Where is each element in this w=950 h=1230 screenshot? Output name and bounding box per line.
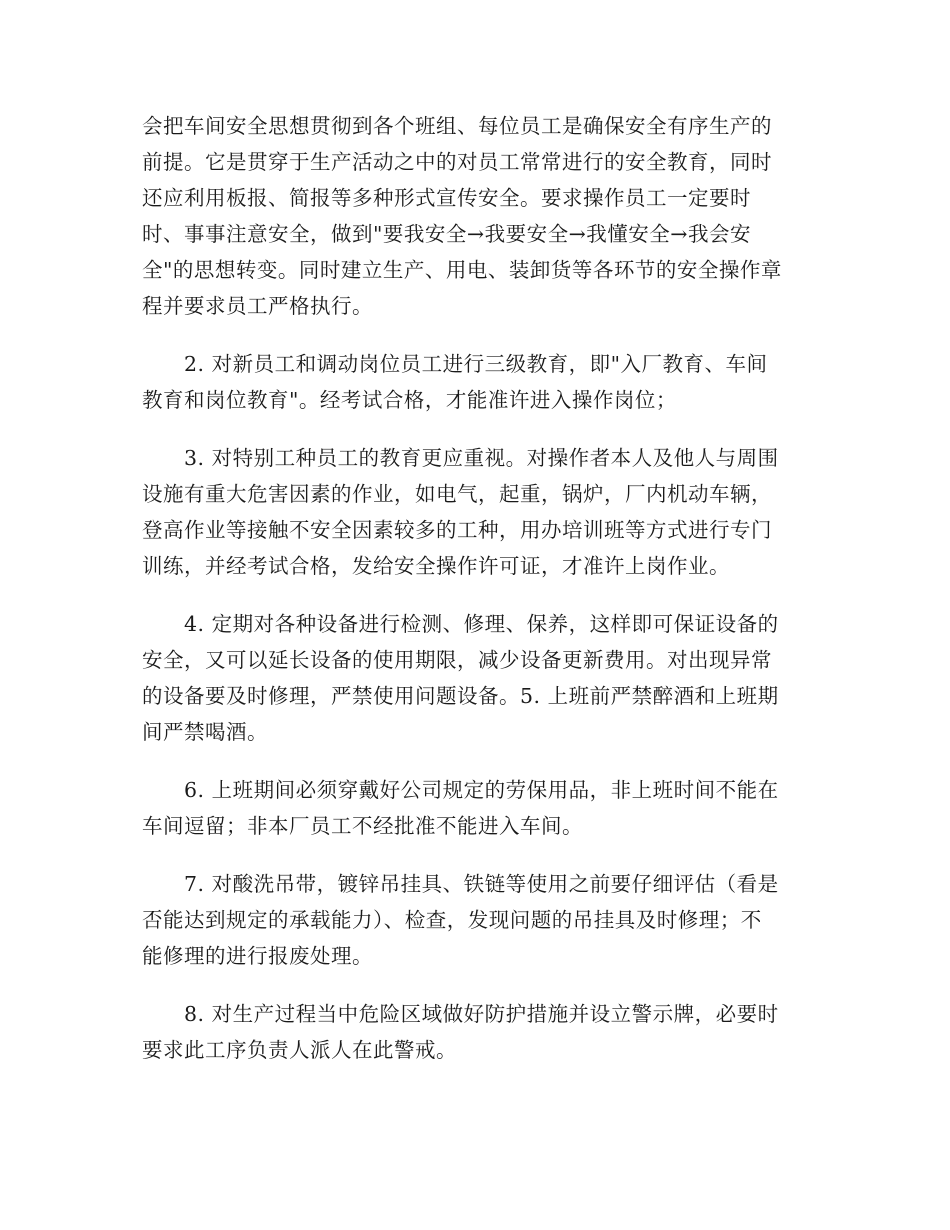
paragraph-item-8: [142, 996, 808, 1068]
text-line: 3. 对特别工种员工的教育更应重视。对操作者本人及他人与周围: [184, 446, 779, 470]
text-line: 8. 对生产过程当中危险区域做好防护措施并设立警示牌，必要时: [184, 1002, 779, 1026]
text-line: 7. 对酸洗吊带，镀锌吊挂具、铁链等使用之前要仔细评估（看是: [184, 872, 779, 896]
text-line: 教育和岗位教育"。经考试合格，才能准许进入操作岗位；: [142, 388, 677, 412]
paragraph-item-4: [142, 606, 808, 750]
text-line: 登高作业等接触不安全因素较多的工种，用办培训班等方式进行专门: [142, 518, 772, 542]
text-line: 4. 定期对各种设备进行检测、修理、保养，这样即可保证设备的: [184, 612, 779, 636]
text-line: 训练，并经考试合格，发给安全操作许可证，才准许上岗作业。: [142, 554, 730, 578]
paragraph-item-7: [142, 866, 808, 974]
text-line: 车间逗留；非本厂员工不经批准不能进入车间。: [142, 814, 583, 838]
text-line: 6. 上班期间必须穿戴好公司规定的劳保用品，非上班时间不能在: [184, 778, 779, 802]
text-line: 时、事事注意安全，做到"要我安全→我要安全→我懂安全→我会安: [142, 222, 751, 246]
text-line: 的设备要及时修理，严禁使用问题设备。5. 上班前严禁醉酒和上班期: [142, 684, 779, 708]
document-body: [142, 108, 808, 1090]
text-line: 程并要求员工严格执行。: [142, 294, 373, 318]
paragraph-item-6: [142, 772, 808, 844]
text-line: 全"的思想转变。同时建立生产、用电、装卸货等各环节的安全操作章: [142, 258, 782, 282]
text-line: 间严禁喝酒。: [142, 720, 268, 744]
text-line: 设施有重大危害因素的作业，如电气，起重，锅炉，厂内机动车辆，: [142, 482, 772, 506]
text-line: 否能达到规定的承载能力）、检查，发现问题的吊挂具及时修理；不: [142, 908, 762, 932]
text-line: 会把车间安全思想贯彻到各个班组、每位员工是确保安全有序生产的: [142, 114, 772, 138]
text-line: 安全，又可以延长设备的使用期限，减少设备更新费用。对出现异常: [142, 648, 772, 672]
text-line: 要求此工序负责人派人在此警戒。: [142, 1038, 457, 1062]
text-line: 2. 对新员工和调动岗位员工进行三级教育，即"入厂教育、车间: [184, 352, 768, 376]
paragraph-item-3: [142, 440, 808, 584]
text-line: 前提。它是贯穿于生产活动之中的对员工常常进行的安全教育，同时: [142, 150, 772, 174]
paragraph-1: [142, 108, 808, 324]
text-line: 还应利用板报、简报等多种形式宣传安全。要求操作员工一定要时: [142, 186, 751, 210]
text-line: 能修理的进行报废处理。: [142, 944, 373, 968]
paragraph-item-2: [142, 346, 808, 418]
